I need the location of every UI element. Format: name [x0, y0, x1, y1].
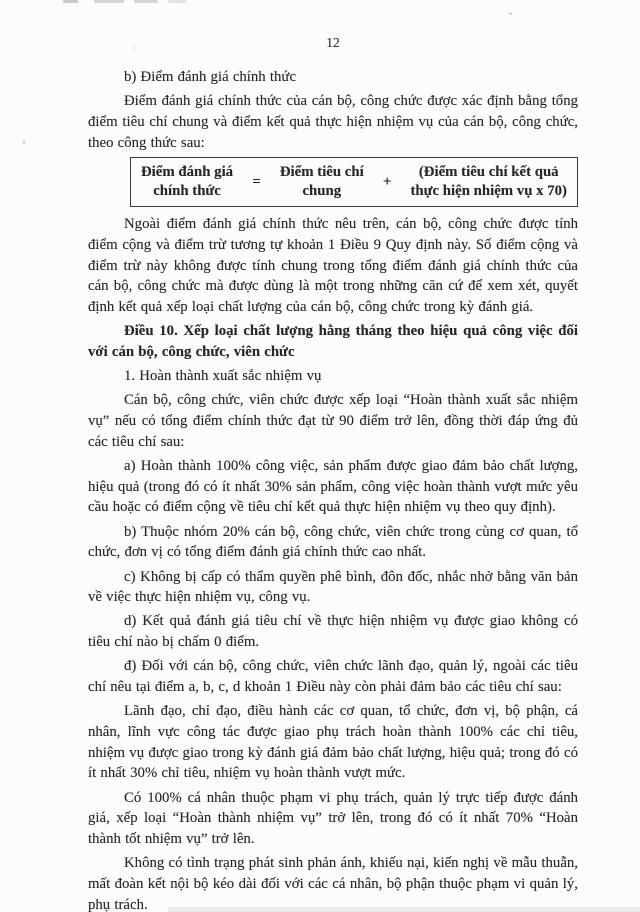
document-body	[88, 67, 578, 912]
scan-artifact	[168, 0, 186, 3]
paragraph-subordinate-rating: Có 100% cá nhân thuộc phạm vi phụ trách, quản lý trực tiếp được đánh giá, xếp loại “Hoàn thành nhiệm vụ” trở lên, trong đó có ít nhất 70% “Hoàn thành tốt nhiệm vụ” trở lên.	[88, 789, 578, 847]
paragraph-no-complaints: Không có tình trạng phát sinh phản ánh, khiếu nại, kiến nghị về mẫu thuẫn, mất đoàn kết nội bộ kéo dài đối với các cá nhân, bộ phận thuộc phạm vi quản lý, phụ trách.	[88, 855, 578, 912]
paragraph-point-b: b) Thuộc nhóm 20% cán bộ, công chức, viên chức trong cùng cơ quan, tổ chức, đơn vị có tổng điểm đánh giá chính thức cao nhất.	[88, 523, 578, 561]
scan-artifact	[94, 0, 124, 3]
scan-artifact	[63, 0, 78, 3]
scan-speck	[133, 47, 135, 49]
plus-sign: +	[382, 173, 392, 190]
paragraph-point-c: c) Không bị cấp có thẩm quyền phê bình, đôn đốc, nhắc nhở bằng văn bản về việc thực hiện nhiệm vụ, công vụ.	[88, 568, 578, 606]
paragraph-point-a: a) Hoàn thành 100% công việc, sản phẩm được giao đảm bảo chất lượng, hiệu quả (trong đó có ít nhất 30% sản phẩm, công việc hoàn thành vượt mức yêu cầu hoặc có điểm cộng về tiêu chí kết quả thực hiện nhiệm vụ theo quy định).	[88, 458, 578, 516]
equals-sign: =	[252, 173, 261, 190]
paragraph-leadership-targets: Lãnh đạo, chỉ đạo, điều hành các cơ quan, tổ chức, đơn vị, bộ phận, cá nhân, lĩnh vực công tác được giao phụ trách hoàn thành 100% các chỉ tiêu, nhiệm vụ được giao trong kỳ đánh giá đảm bảo chất lượng, hiệu quả; trong đó có ít nhất 30% chỉ tiêu, nhiệm vụ hoàn thành vượt mức.	[88, 703, 578, 782]
page-number: 12	[326, 35, 340, 50]
formula-term-official-score	[141, 163, 233, 201]
paragraph-excellent-intro: Cán bộ, công chức, viên chức được xếp loại “Hoàn thành xuất sắc nhiệm vụ” nếu có tổng điểm chính thức đạt từ 90 điểm trở lên, đồng thời đáp ứng đủ các tiêu chí sau:	[88, 392, 578, 450]
formula-term-line: chính thức	[153, 183, 221, 200]
scan-artifact	[134, 0, 158, 3]
paragraph-bonus-penalty: Ngoài điểm đánh giá chính thức nêu trên, cán bộ, công chức được tính điểm cộng và điểm trừ tương tự khoản 1 Điều 9 Quy định này. Số điểm cộng và điểm trừ này không được tính chung trong tổng điểm đánh giá chính thức của cán bộ, công chức mà được dùng là một trong những căn cứ để xem xét, quyết định kết quả xếp loại chất lượng của cán bộ, công chức trong kỳ đánh giá.	[88, 216, 578, 316]
formula-term-general-criteria	[280, 163, 364, 201]
paragraph-point-d: d) Kết quả đánh giá tiêu chí về thực hiện nhiệm vụ được giao không có tiêu chí nào bị chấm 0 điểm.	[88, 613, 578, 651]
formula-term-line: (Điểm tiêu chí kết quả	[418, 164, 559, 181]
paragraph-clause-1: 1. Hoàn thành xuất sắc nhiệm vụ	[124, 368, 322, 385]
paragraph-official-score-intro: Điểm đánh giá chính thức của cán bộ, công chức được xác định bằng tổng điểm tiêu chí chung và điểm kết quả thực hiện nhiệm vụ của cán bộ, công chức, theo công thức sau:	[88, 93, 578, 151]
scan-speck	[23, 140, 25, 144]
paragraph-point-dd: đ) Đối với cán bộ, công chức, viên chức lãnh đạo, quản lý, ngoài các tiêu chí nêu tại điểm a, b, c, d khoản 1 Điều này còn phải đảm bảo các tiêu chí sau:	[88, 658, 578, 696]
formula-term-line: chung	[302, 183, 342, 200]
formula-term-line: thực hiện nhiệm vụ x 70)	[410, 183, 567, 200]
scan-speck	[509, 12, 512, 15]
formula-term-line: Điểm tiêu chí	[279, 164, 364, 181]
scan-artifact	[168, 907, 640, 912]
formula-term-line: Điểm đánh giá	[141, 164, 234, 181]
article-10-heading: Điều 10. Xếp loại chất lượng hằng tháng theo hiệu quả công việc đối với cán bộ, công chức, viên chức	[88, 323, 578, 361]
paragraph-item-b-heading: b) Điểm đánh giá chính thức	[124, 69, 297, 85]
formula-term-task-result	[411, 163, 567, 201]
formula-box	[130, 157, 578, 207]
